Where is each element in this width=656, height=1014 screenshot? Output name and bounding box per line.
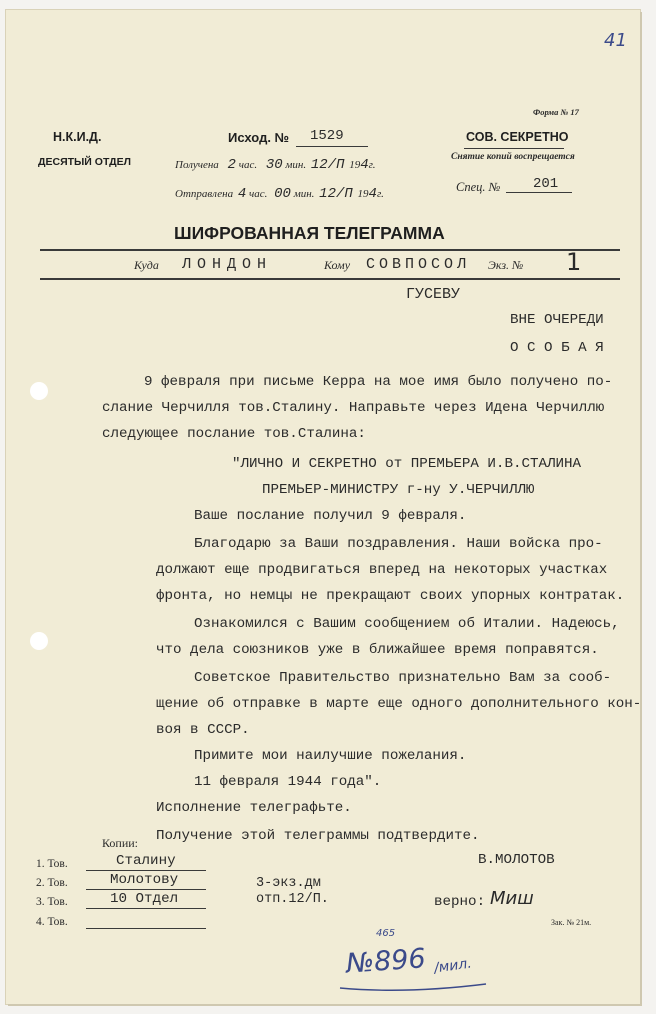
received-label: Получена — [175, 159, 219, 171]
received-minutes-label: мин. — [285, 159, 307, 171]
sent-label: Отправлена — [175, 188, 234, 200]
received-hour: 2 — [227, 157, 236, 173]
received-minute: 30 — [265, 157, 283, 173]
body-line: 11 февраля 1944 года". — [194, 774, 382, 790]
copy-3-label: 3. Тов. — [36, 896, 68, 908]
sent-year: 4 — [368, 186, 377, 202]
body-line: Исполнение телеграфьте. — [156, 800, 352, 816]
spec-label: Спец. № — [456, 180, 501, 194]
verified-label: верно: — [434, 894, 486, 910]
band-top-rule — [40, 249, 620, 251]
received-row — [175, 157, 376, 173]
copy-number: 1 — [566, 248, 582, 276]
body-line: ПРЕМЬЕР-МИНИСТРУ г-ну У.ЧЕРЧИЛЛЮ — [262, 482, 535, 498]
body-line: что дела союзников уже в ближайшее время поправятся. — [156, 642, 599, 658]
body-line: Ваше послание получил 9 февраля. — [194, 508, 467, 524]
copies-note-exemplars: 3-экз.дм — [256, 876, 321, 891]
body-line: Получение этой телеграммы подтвердите. — [156, 828, 480, 844]
copy-3-name: 10 Отдел — [110, 891, 179, 907]
received-year-prefix: 19 — [349, 159, 361, 171]
copies-note-sent: отп.12/П. — [256, 892, 329, 907]
copy-label: Экз. № — [488, 258, 524, 272]
sent-row — [175, 186, 384, 202]
special-line: О С О Б А Я — [510, 340, 604, 356]
registry-underline-icon — [336, 982, 496, 1002]
body-line: должают еще продвигаться вперед на некоторых участках — [156, 562, 608, 578]
secrecy-label: СОВ. СЕКРЕТНО — [466, 130, 569, 144]
copy-4-label: 4. Тов. — [36, 916, 68, 928]
outgoing-number: 1529 — [310, 128, 344, 144]
to-value: СОВПОСОЛ — [366, 256, 471, 273]
copy-2-name: Молотову — [110, 872, 179, 888]
body-line: воя в СССР. — [156, 722, 250, 738]
signature: В.МОЛОТОВ — [478, 852, 555, 868]
telegram-sheet — [6, 10, 640, 1004]
secrecy-underline — [464, 148, 564, 149]
registry-number: №896 — [345, 943, 427, 980]
to-label: Кому — [324, 258, 351, 272]
copy-1-name: Сталину — [116, 853, 176, 869]
body-line: Благодарю за Ваши поздравления. Наши войска про- — [194, 536, 603, 552]
body-line: слание Черчилля тов.Сталину. Направьте через Идена Черчиллю — [102, 400, 605, 416]
received-year-suffix: г. — [368, 159, 376, 171]
copy-2-label: 2. Тов. — [36, 877, 68, 889]
copy-1-underline — [86, 870, 206, 871]
body-line: Примите мои наилучшие пожелания. — [194, 748, 467, 764]
sent-year-prefix: 19 — [357, 188, 369, 200]
body-line: "ЛИЧНО И СЕКРЕТНО от ПРЕМЬЕРА И.В.СТАЛИНА — [232, 456, 582, 472]
addressee: ГУСЕВУ — [406, 286, 461, 303]
body-line: Советское Правительство признательно Вам за сооб- — [194, 670, 612, 686]
registry-signature: /мил. — [433, 955, 473, 977]
sent-minutes-label: мин. — [293, 188, 315, 200]
received-hours-label: час. — [238, 159, 258, 171]
sent-hour: 4 — [237, 186, 247, 202]
page-number: 41 — [604, 30, 627, 51]
spec-number: 201 — [533, 176, 559, 192]
copies-label: Копии: — [102, 836, 139, 850]
copy-3-underline — [86, 908, 206, 909]
punch-hole-top — [30, 382, 48, 400]
sent-minute: 00 — [274, 186, 291, 202]
where-value: ЛОНДОН — [182, 256, 273, 273]
body-line: следующее послание тов.Сталина: — [102, 426, 366, 442]
punch-hole-bottom — [30, 632, 48, 650]
org-name: Н.К.И.Д. — [53, 130, 102, 144]
copy-ban: Снятие копий воспрещается — [451, 152, 575, 162]
sent-year-suffix: г. — [376, 188, 384, 200]
department-name: ДЕСЯТЫЙ ОТДЕЛ — [38, 156, 131, 168]
order-number: Зак. № 21м. — [551, 918, 592, 927]
where-label: Куда — [134, 258, 159, 272]
spec-underline — [506, 192, 572, 193]
copy-4-underline — [86, 928, 206, 929]
document-title: ШИФРОВАННАЯ ТЕЛЕГРАММА — [174, 223, 445, 243]
received-year: 4 — [360, 157, 369, 173]
body-line: фронта, но немцы не прекращают своих упорных контратак. — [156, 588, 625, 604]
body-line: щение об отправке в марте еще одного дополнительного кон- — [156, 696, 642, 712]
outgoing-underline — [296, 146, 368, 147]
copy-1-label: 1. Тов. — [36, 858, 68, 870]
body-line: 9 февраля при письме Керра на мое имя было получено по- — [144, 374, 613, 390]
priority-line: ВНЕ ОЧЕРЕДИ — [510, 312, 604, 328]
sent-date: 12/П — [319, 186, 353, 202]
registry-small-number: 465 — [376, 928, 396, 939]
band-bottom-rule — [40, 278, 620, 280]
form-label: Форма № 17 — [533, 107, 579, 117]
outgoing-label: Исход. № — [228, 130, 290, 145]
sent-hours-label: час. — [248, 188, 268, 200]
received-date: 12/П — [310, 157, 345, 173]
verified-signature: Миш — [490, 888, 534, 909]
body-line: Ознакомился с Вашим сообщением об Италии. Надеюсь, — [194, 616, 620, 632]
copy-2-underline — [86, 889, 206, 890]
